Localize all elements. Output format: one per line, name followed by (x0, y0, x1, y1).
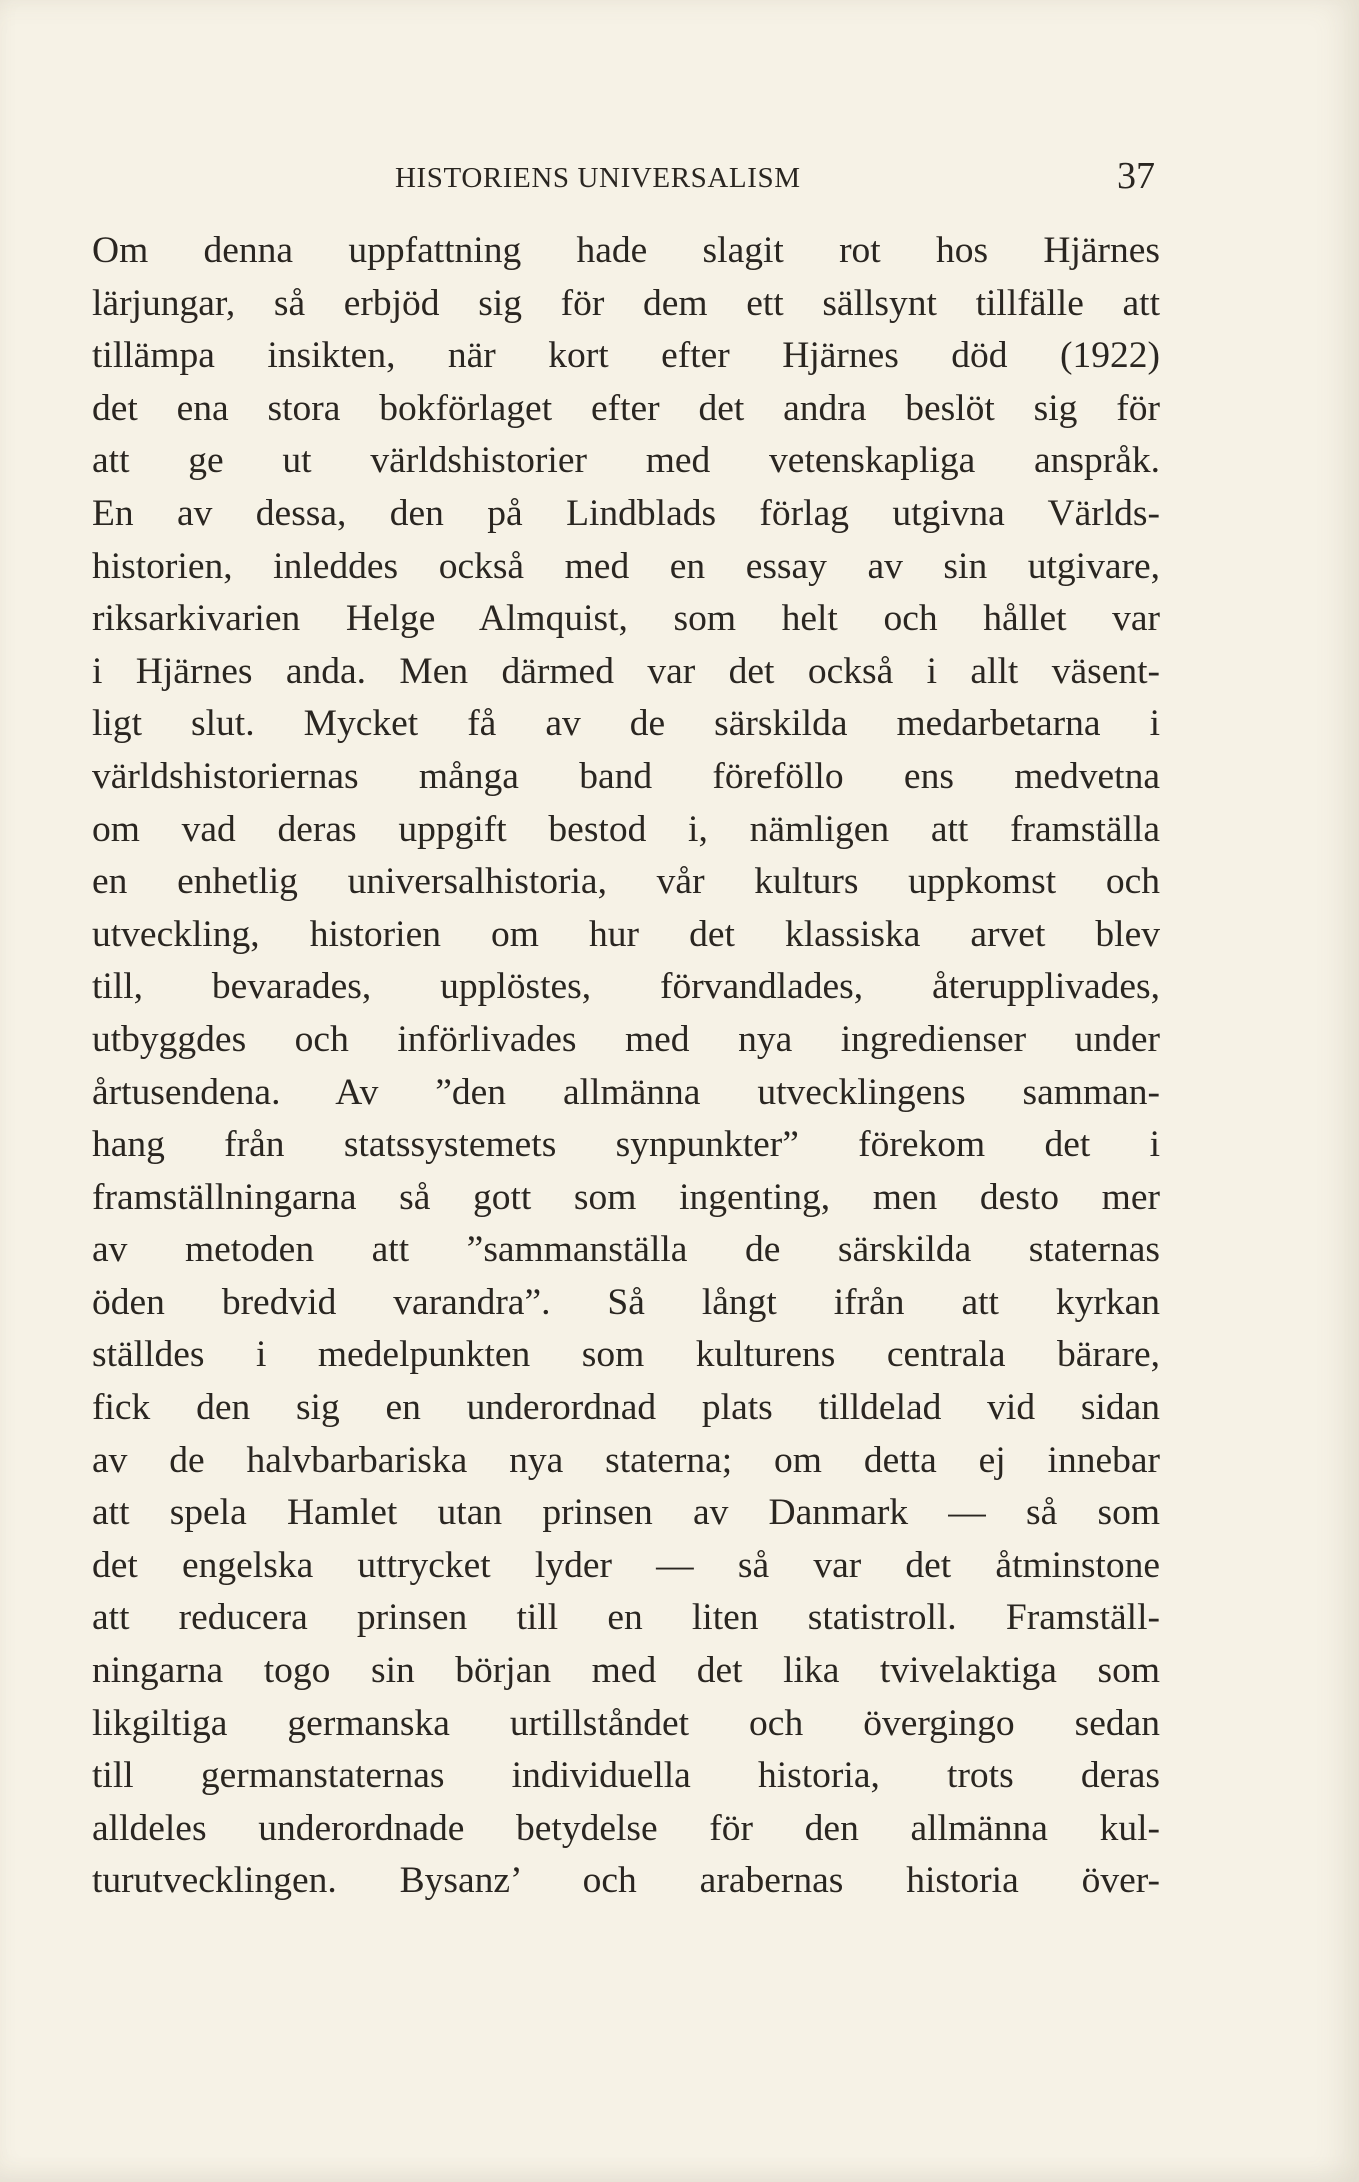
text-line: fick den sig en underordnad plats tilldelad vid sidan (92, 1387, 1160, 1429)
text-line: årtusendena. Av ”den allmänna utvecklingens samman- (92, 1071, 1160, 1113)
text-line: utbyggdes och införlivades med nya ingredienser under (92, 1018, 1160, 1060)
text-line: tillämpa insikten, när kort efter Hjärnes död (1922) (92, 335, 1160, 377)
text-line: framställningarna så gott som ingenting, men desto mer (92, 1176, 1160, 1218)
text-line: ningarna togo sin början med det lika tvivelaktiga som (92, 1650, 1160, 1692)
text-line: ställdes i medelpunkten som kulturens centrala bärare, (92, 1334, 1160, 1376)
text-line: ligt slut. Mycket få av de särskilda medarbetarna i (92, 703, 1160, 745)
text-line: hang från statssystemets synpunkter” förekom det i (92, 1124, 1160, 1166)
text-line: En av dessa, den på Lindblads förlag utgivna Världs- (92, 492, 1160, 534)
text-line: till, bevarades, upplöstes, förvandlades, återupplivades, (92, 966, 1160, 1008)
text-line: historien, inleddes också med en essay av sin utgivare, (92, 545, 1160, 587)
text-line: av metoden att ”sammanställa de särskilda staternas (92, 1229, 1160, 1271)
text-line: om vad deras uppgift bestod i, nämligen att framställa (92, 808, 1160, 850)
text-line: det ena stora bokförlaget efter det andra beslöt sig för (92, 387, 1160, 429)
text-line: att ge ut världshistorier med vetenskapliga anspråk. (92, 440, 1160, 482)
text-line: av de halvbarbariska nya staterna; om detta ej innebar (92, 1439, 1160, 1481)
running-title: HISTORIENS UNIVERSALISM (395, 162, 801, 194)
text-line: turutvecklingen. Bysanz’ och arabernas historia över- (92, 1860, 1160, 1902)
text-line: Om denna uppfattning hade slagit rot hos Hjärnes (92, 230, 1160, 271)
page-number: 37 (1117, 155, 1155, 197)
body-text (92, 225, 1160, 1908)
text-line: i Hjärnes anda. Men därmed var det också i allt väsent- (92, 650, 1160, 692)
text-line: alldeles underordnade betydelse för den allmänna kul- (92, 1807, 1160, 1849)
text-line: att spela Hamlet utan prinsen av Danmark — så som (92, 1492, 1160, 1534)
text-line: en enhetlig universalhistoria, vår kulturs uppkomst och (92, 861, 1160, 903)
running-header (395, 155, 1155, 198)
text-line: öden bredvid varandra”. Så långt ifrån att kyrkan (92, 1281, 1160, 1323)
text-line: att reducera prinsen till en liten statistroll. Framställ- (92, 1597, 1160, 1639)
text-line: till germanstaternas individuella historia, trots deras (92, 1755, 1160, 1797)
text-line: utveckling, historien om hur det klassiska arvet blev (92, 913, 1160, 955)
text-line: lärjungar, så erbjöd sig för dem ett sällsynt tillfälle att (92, 282, 1160, 324)
text-line: riksarkivarien Helge Almquist, som helt och hållet var (92, 598, 1160, 640)
text-line: världshistoriernas många band föreföllo ens medvetna (92, 755, 1160, 797)
text-line: det engelska uttrycket lyder — så var det åtminstone (92, 1544, 1160, 1586)
text-line: likgiltiga germanska urtillståndet och övergingo sedan (92, 1702, 1160, 1744)
